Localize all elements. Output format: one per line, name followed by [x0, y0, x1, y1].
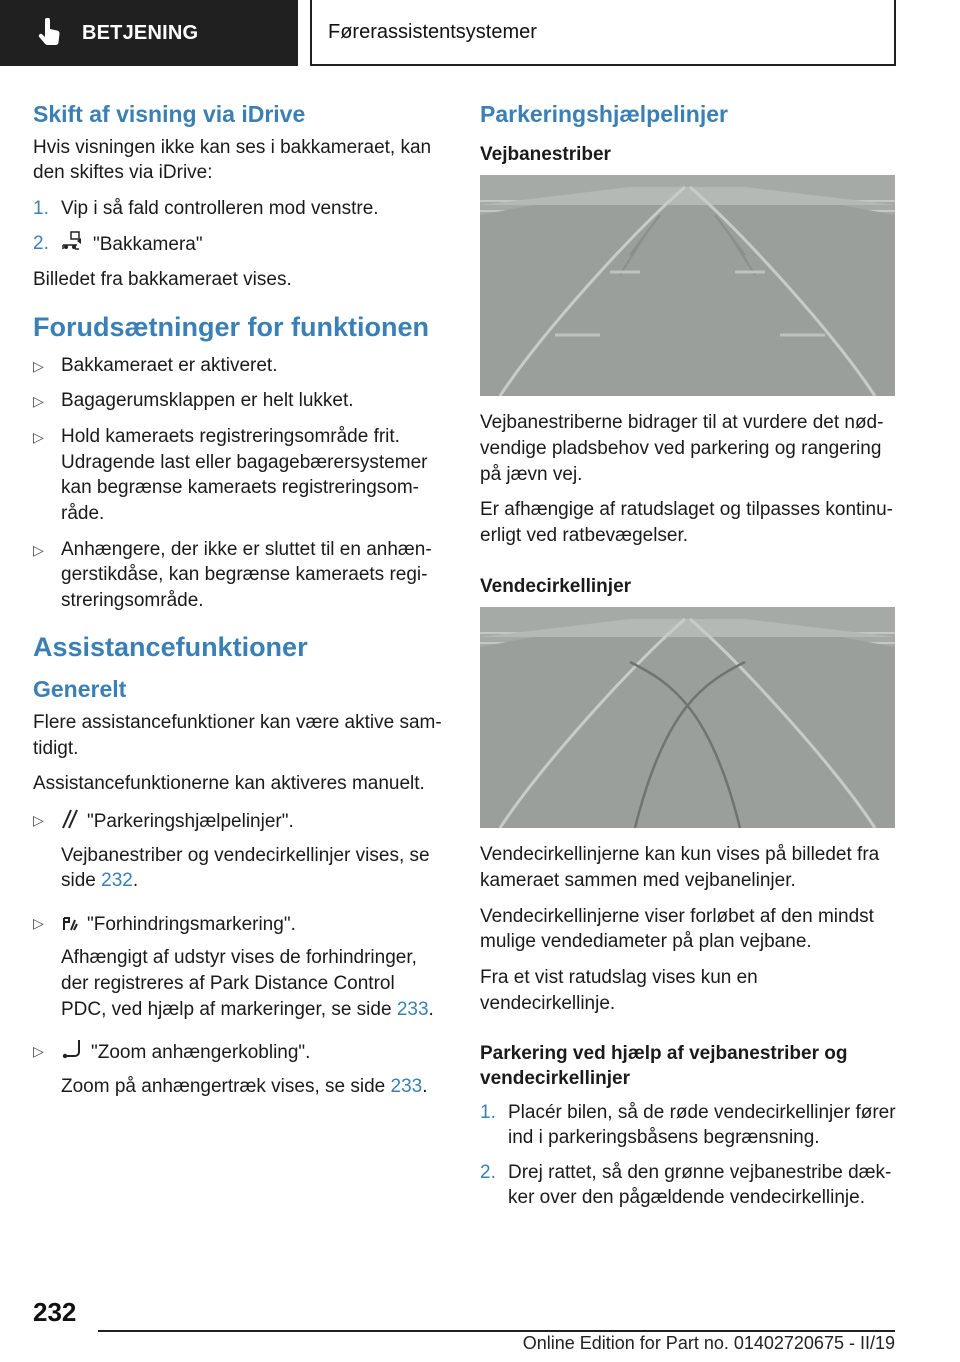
chapter-header — [310, 0, 896, 66]
hand-pointer-icon — [30, 13, 70, 53]
triangle-bullet-icon: ▷ — [33, 541, 44, 558]
section-label: BETJENING — [82, 21, 199, 44]
general-p2: Assistancefunktionerne kan aktiveres manuelt. — [33, 773, 425, 795]
triangle-bullet-icon: ▷ — [33, 811, 44, 828]
left-column — [33, 100, 445, 1116]
turning-p1: Vendecirkellinjerne kan kun vises på billedet fra kameraet sammen med vejbanelinjer. — [480, 844, 880, 891]
chapter-title: Førerassistentsystemer — [328, 20, 537, 43]
page-number: 232 — [33, 1297, 77, 1327]
list-item: ▷ Bagagerumsklappen er helt lukket. — [33, 388, 445, 414]
turning-circle-illustration — [480, 607, 895, 828]
triangle-bullet-icon: ▷ — [33, 393, 44, 410]
list-item: 1. Vip i så fald controlleren mod venstre. — [33, 198, 379, 220]
subsection-title-general: Generelt — [33, 676, 127, 703]
list-item: 2. "Bakkamera" — [33, 231, 445, 259]
triangle-bullet-icon: ▷ — [33, 1043, 44, 1060]
right-column — [480, 100, 896, 1220]
idrive-result: Billedet fra bakkameraet vises. — [33, 269, 292, 291]
obstacle-marking-icon — [61, 910, 79, 940]
list-item: ▷ "Parkeringshjælpelinjer". Vejbanestriber og vendecirkellinjer vises, se side 232. — [33, 807, 445, 900]
rear-camera-icon — [61, 231, 85, 259]
triangle-bullet-icon: ▷ — [33, 914, 44, 931]
lane-lines-p2: Er afhængige af ratudslaget og tilpasses kontinu‐ erligt ved ratbevægelser. — [480, 499, 893, 546]
section-title-assist: Assistancefunktioner — [33, 632, 308, 663]
idrive-intro: Hvis visningen ikke kan ses i bakkameraet, kan den skiftes via iDrive: — [33, 136, 432, 184]
lane-lines-p1: Vejbanestriberne bidrager til at vurdere det nød‐ vendige pladsbehov ved parkering og rangering på jævn vej. — [480, 412, 884, 485]
footer-divider — [98, 1330, 895, 1332]
list-item: ▷ Bakkameraet er aktiveret. — [33, 353, 445, 379]
section-title-idrive: Skift af visning via iDrive — [33, 101, 306, 127]
parking-lines-icon — [61, 807, 79, 837]
triangle-bullet-icon: ▷ — [33, 357, 44, 374]
subsection-title-parking-procedure: Parkering ved hjælp af vejbanestriber og vendecirkellinjer — [480, 1043, 848, 1089]
list-item: ▷ Anhængere, der ikke er sluttet til en anhæn‐ gerstikdåse, kan begrænse kameraets regi‐ streringsområde. — [33, 537, 445, 614]
list-item: 1. Placér bilen, så de røde vendecirkellinjer fører ind i parkeringsbåsens begrænsning. — [480, 1101, 896, 1149]
list-item: ▷ "Forhindringsmarkering". Afhængigt af udstyr vises de forhindringer, der registreres af Park Distance Control PDC, ved hjælp af markeringer, se side 233. — [33, 910, 445, 1029]
edition-info: Online Edition for Part no. 01402720675 - II/19 — [522, 1333, 895, 1353]
list-item: ▷ "Zoom anhængerkobling". Zoom på anhængertræk vises, se side 233. — [33, 1038, 445, 1105]
tow-hitch-zoom-icon — [61, 1038, 83, 1068]
subsection-title-lane-lines: Vejbanestriber — [480, 143, 611, 165]
triangle-bullet-icon: ▷ — [33, 428, 44, 445]
lane-lines-illustration — [480, 175, 895, 396]
list-item: 2. Drej rattet, så den grønne vejbanestribe dæk‐ ker over den pågældende vendecirkellinje. — [480, 1161, 892, 1209]
page-link[interactable]: 232 — [101, 870, 133, 892]
section-title-prerequisites: Forudsætninger for funktionen — [33, 311, 429, 342]
general-p1: Flere assistancefunktioner kan være aktive sam‐ tidigt. — [33, 711, 442, 759]
section-tab — [0, 0, 298, 66]
turning-p3: Fra et vist ratudslag vises kun en vendecirkellinje. — [480, 966, 758, 1014]
page-link[interactable]: 233 — [396, 998, 429, 1020]
turning-p2: Vendecirkellinjerne viser forløbet af den mindst mulige vendediameter på plan vejbane. — [480, 905, 874, 953]
subsection-title-turning-circles: Vendecirkellinjer — [480, 575, 632, 597]
page-link[interactable]: 233 — [390, 1076, 423, 1098]
list-item: ▷ Hold kameraets registreringsområde frit. Udragende last eller bagagebærersystemer kan begrænse kameraets registreringsom‐ råde. — [33, 424, 445, 527]
section-title-parking-lines: Parkeringshjælpelinjer — [480, 101, 728, 127]
